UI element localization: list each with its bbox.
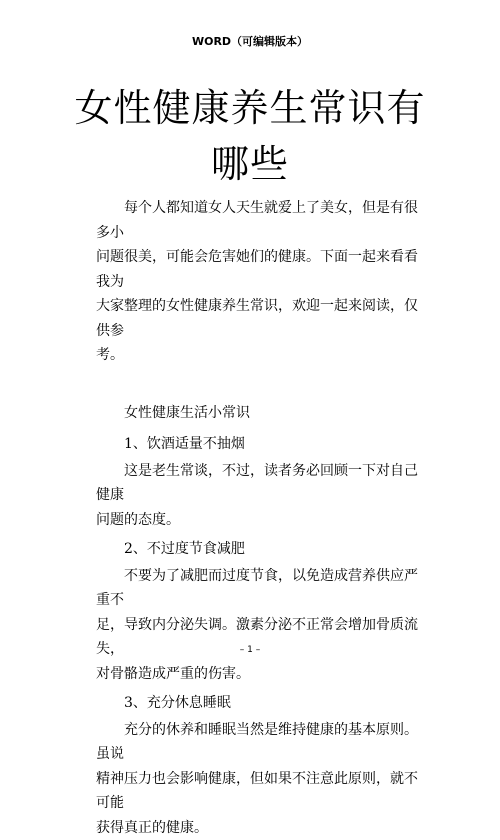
intro-line: 每个人都知道女人天生就爱上了美女，但是有很多小 [96,196,418,245]
item-line: 足，导致内分泌失调。激素分泌不正常会增加骨质流失， [96,613,418,662]
item-line: 对骨骼造成严重的伤害。 [96,662,418,687]
document-header: WORD（可编辑版本） [0,35,500,49]
intro-line: 问题很美，可能会危害她们的健康。下面一起来看看我为 [96,245,418,294]
document-title [0,80,500,192]
item-heading-2: 2、不过度节食减肥 [96,532,418,564]
item-heading-3: 3、充分休息睡眠 [96,686,418,718]
section-title: 女性健康生活小常识 [96,396,418,428]
intro-line: 大家整理的女性健康养生常识，欢迎一起来阅读，仅供参 [96,294,418,343]
item-line: 不要为了减肥而过度节食，以免造成营养供应严重不 [96,564,418,613]
intro-paragraph [96,196,418,368]
item-paragraph-3 [96,718,418,840]
document-body [96,196,418,840]
item-line: 精神压力也会影响健康，但如果不注意此原则，就不可能 [96,767,418,816]
page-number: – 1 – [0,644,500,656]
item-line: 充分的休养和睡眠当然是维持健康的基本原则。虽说 [96,718,418,767]
item-paragraph-1 [96,459,418,533]
title-line-2: 哪些 [0,136,500,192]
item-paragraph-2 [96,564,418,687]
item-line: 问题的态度。 [96,508,418,533]
intro-line: 考。 [96,343,418,368]
item-line: 获得真正的健康。 [96,816,418,840]
item-line: 这是老生常谈，不过，读者务必回顾一下对自己健康 [96,459,418,508]
title-line-1: 女性健康养生常识有 [0,80,500,136]
item-heading-1: 1、饮酒适量不抽烟 [96,427,418,459]
